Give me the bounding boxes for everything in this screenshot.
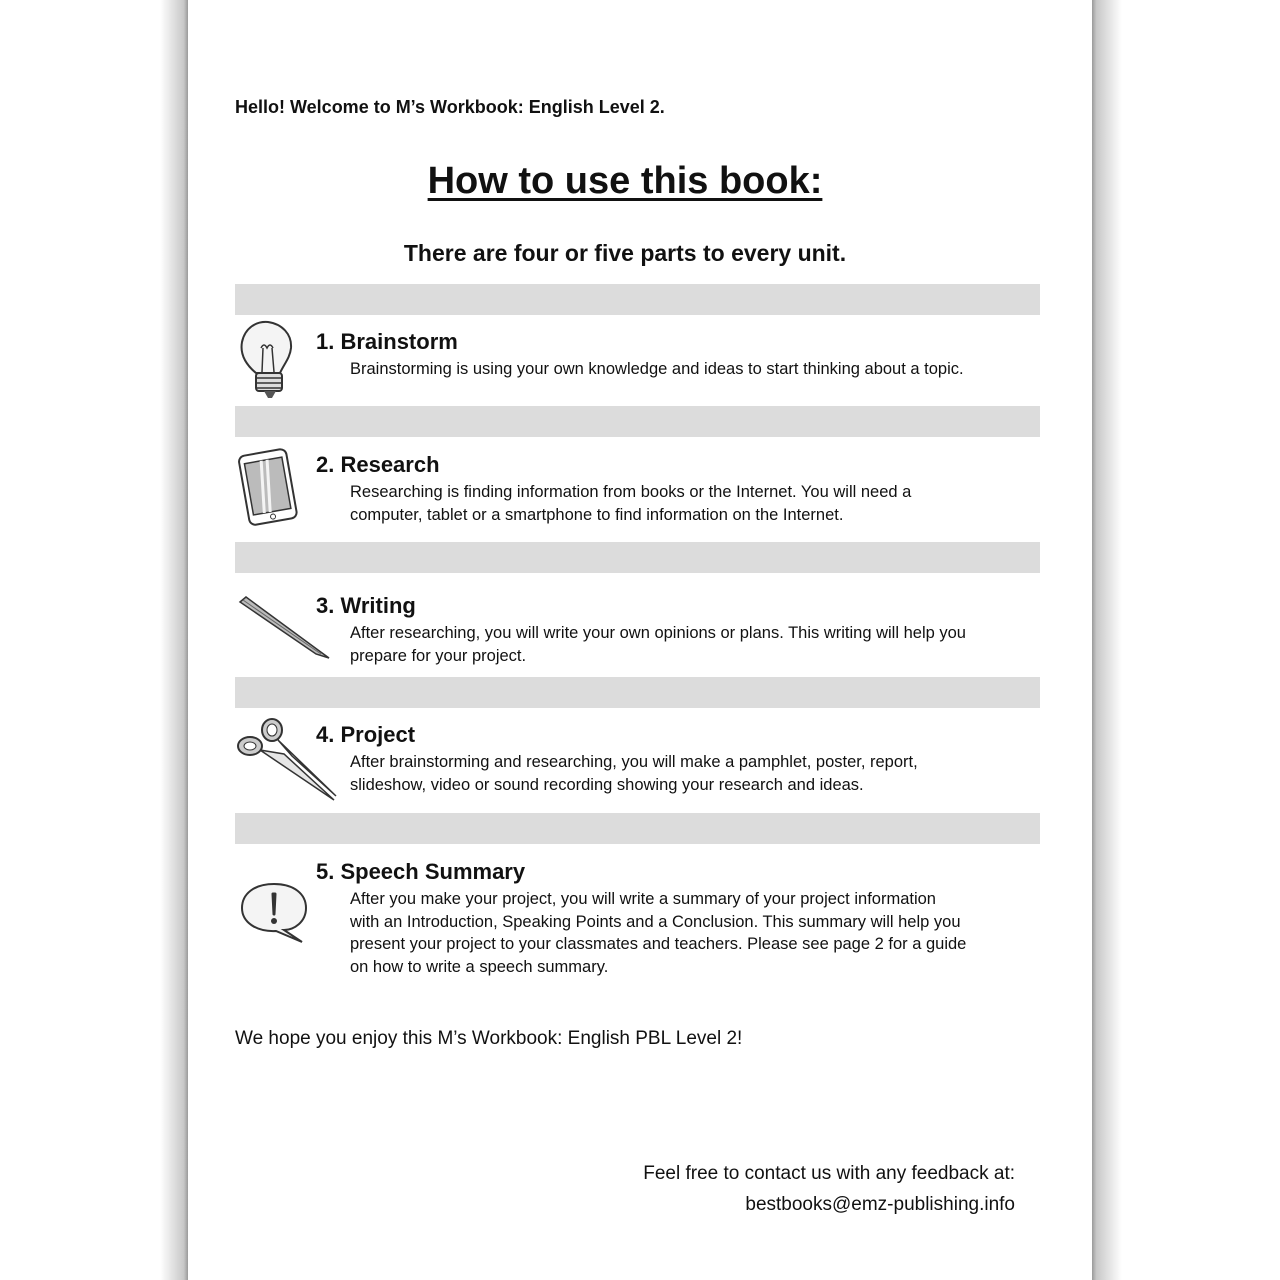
divider-bar [235, 284, 1040, 315]
body-line: After brainstorming and researching, you will make a pamphlet, poster, report, [350, 753, 918, 771]
body-line: prepare for your project. [350, 646, 527, 665]
contact-line: Feel free to contact us with any feedback at: [643, 1163, 1015, 1184]
section-heading: 2. Research [316, 452, 440, 477]
body-line: Brainstorming is using your own knowledge and ideas to start thinking about a topic. [350, 360, 964, 378]
body-line: After you make your project, you will write a summary of your project information [350, 890, 936, 908]
greeting: Hello! Welcome to M’s Workbook: English Level 2. [235, 97, 665, 117]
body-line: After researching, you will write your own opinions or plans. This writing will help you [350, 624, 966, 642]
divider-bar [235, 542, 1040, 573]
contact-email[interactable]: bestbooks@emz-publishing.info [745, 1194, 1015, 1215]
divider-bar [235, 406, 1040, 437]
section-body [350, 751, 1030, 796]
closing-text: We hope you enjoy this M’s Workbook: English PBL Level 2! [235, 1028, 743, 1049]
body-line: with an Introduction, Speaking Points and a Conclusion. This summary will help you [350, 912, 961, 931]
page-title: How to use this book: [427, 160, 823, 202]
divider-bar [235, 677, 1040, 708]
section-body [350, 358, 1030, 381]
body-line: computer, tablet or a smartphone to find information on the Internet. [350, 505, 844, 524]
divider-bar [235, 813, 1040, 844]
tablet-icon [236, 446, 300, 530]
section-heading: 3. Writing [316, 593, 416, 618]
speech-bubble-exclamation-icon [238, 880, 310, 946]
body-line: on how to write a speech summary. [350, 957, 609, 976]
section-body [350, 622, 1030, 667]
section-body [350, 888, 1030, 978]
body-line: present your project to your classmates and teachers. Please see page 2 for a guide [350, 935, 967, 953]
section-heading: 4. Project [316, 722, 416, 747]
body-line: Researching is finding information from books or the Internet. You will need a [350, 483, 912, 501]
section-body [350, 481, 1030, 526]
lightbulb-icon [236, 318, 300, 402]
page-subtitle: There are four or five parts to every unit. [403, 240, 847, 266]
body-line: slideshow, video or sound recording showing your research and ideas. [350, 775, 864, 794]
section-heading: 1. Brainstorm [316, 329, 458, 354]
section-heading: 5. Speech Summary [316, 859, 526, 884]
